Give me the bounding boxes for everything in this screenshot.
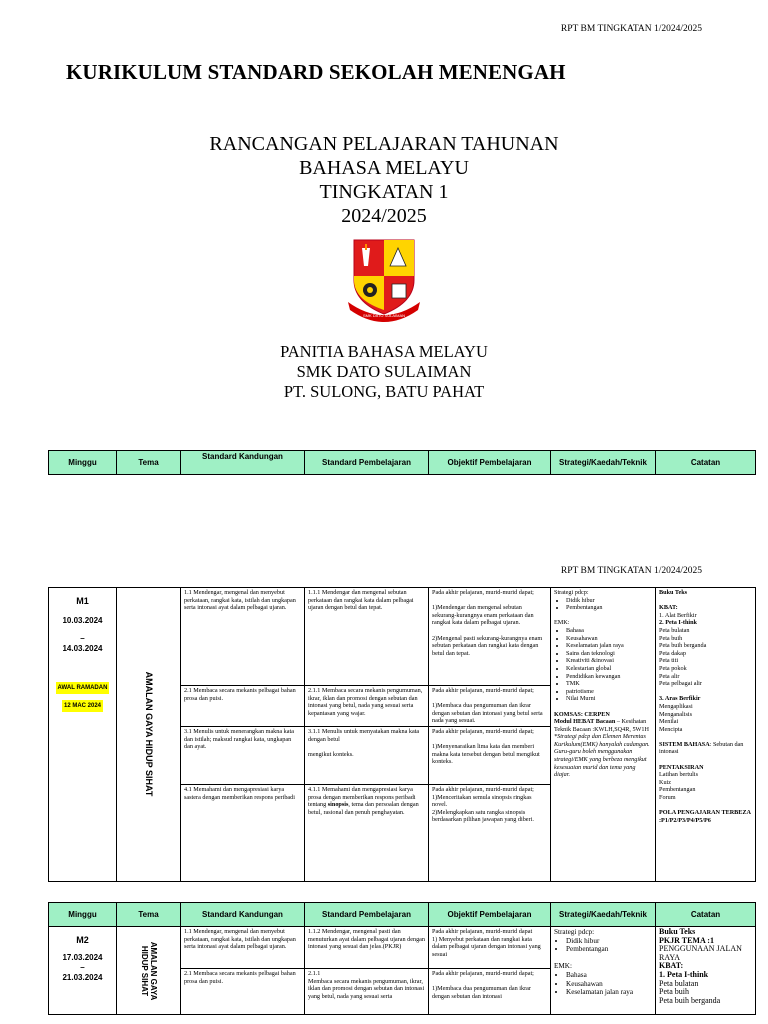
kbat-label: KBAT: (659, 604, 678, 612)
col-header-minggu: Minggu (49, 451, 117, 475)
pola-label: POLA PENGAJARAN TERBEZA (659, 809, 752, 817)
cover-year: 2024/2025 (341, 205, 427, 227)
obj-cell (429, 927, 551, 969)
strat-item: • Pembentangan (566, 604, 652, 612)
week-cell-m1 (49, 588, 117, 882)
sp-cell: 1.1.1 Mendengar dan mengenal sebutan perkataan dan rangkai kata dalam pelbagai ujaran dengan betul dan tepat. (305, 588, 429, 686)
peta-item: Peta buih (659, 987, 689, 997)
sp-text: 2.1.1 (308, 970, 321, 977)
ramadan-badge: AWAL RAMADAN (56, 682, 110, 694)
col-header-tema: Tema (117, 903, 181, 927)
teknik-bacaan: Teknik Bacaan :KWLH,SQ4R, 5W1H (554, 725, 649, 733)
buku-teks: Buku Teks (659, 927, 696, 936)
obj-item: 1)Menyenaraikan lima kata dan memberi makna kata tersebut dengan betul mengikut konteks. (432, 743, 540, 766)
peta-item: Peta buih berganda (659, 995, 721, 1005)
col-header-objektif: Objektif Pembelajaran (429, 903, 551, 927)
aras-item: Mengaplikasi (659, 702, 693, 710)
tema-line: AMALAN GAYA (148, 941, 158, 1000)
col-header-minggu: Minggu (49, 903, 117, 927)
obj-cell (429, 588, 551, 686)
sistem-bahasa-text: : Sebutan dan intonasi (659, 740, 744, 756)
obj-intro: Pada akhir pelajaran, murid-murid dapat; (432, 727, 534, 735)
crest-ribbon-text: SMK DATO SULAIMAN (362, 313, 406, 318)
col-header-standard-kandungan: Standard Kandungan (181, 451, 305, 475)
emk-item: • Nilai Murni (566, 695, 652, 703)
strat-title: Strategi pdcp: (554, 928, 595, 936)
obj-cell (429, 686, 551, 727)
obj-intro: Pada akhir pelajaran, murid-murid dapat; (432, 970, 534, 977)
pkjr-text: PENGGUNAAN JALAN RAYA (659, 944, 742, 962)
pentaksiran-item: Kuiz (659, 778, 672, 786)
col-header-strategi: Strategi/Kaedah/Teknik (551, 903, 656, 927)
emk-item: • Bahasa (566, 971, 652, 980)
cover-title-line: RANCANGAN PELAJARAN TAHUNAN (209, 133, 559, 155)
sp-cell (305, 726, 429, 784)
obj-intro: Pada akhir pelajaran, murid-murid dapat; (432, 687, 534, 694)
week-date-to: 21.03.2024 (62, 973, 103, 982)
obj-item: 1)Mendengar dan mengenal sebutan sekurang-kurangnya enam perkataan dan rangkai kata dalam pelbagai ujaran. (432, 604, 534, 627)
peta-item: Peta buih berganda (659, 642, 707, 650)
plan-table-m1 (48, 587, 756, 882)
peta-item: Peta buih (659, 634, 683, 642)
col-header-objektif: Objektif Pembelajaran (429, 451, 551, 475)
obj-cell (429, 969, 551, 1015)
obj-item: 1)Membaca dua pengumuman dan ikrar dengan sebutan dan intonasi yang betul serta nada yang sesuai. (432, 702, 543, 725)
aras-item: Mencipta (659, 725, 683, 733)
cover-subject: BAHASA MELAYU (299, 157, 469, 179)
aras-item: Menganalisis (659, 710, 692, 718)
peta-item: Peta dakap (659, 649, 686, 657)
obj-cell (429, 726, 551, 784)
tema-line: HIDUP SIHAT (139, 945, 149, 996)
school-name: SMK DATO SULAIMAN (296, 362, 472, 381)
kbat-item: 1. Peta I-think (659, 969, 709, 979)
school-address: PT. SULONG, BATU PAHAT (283, 382, 485, 401)
pola-value: :P1/P2/P3/P4/P5/P6 (659, 816, 711, 824)
strat-item: • Pembentangan (566, 945, 652, 954)
obj-item: 1)Membaca dua pengumuman dan ikrar dengan sebutan dan intonasi (432, 985, 531, 1000)
strat-item: • Didik hibur (566, 597, 652, 605)
sk-cell: 1.1 Mendengar, mengenal dan menyebut perkataan, rangkai kata, istilah dan ungkapan serta intonasi ayat dalam pelbagai ujaran. (181, 927, 305, 969)
col-header-tema: Tema (117, 451, 181, 475)
obj-item: 2)Mengenal pasti sekurang-kurangnya enam sebutan perkataan dan rangkai kata dengan betul dan tepat. (432, 634, 543, 657)
sk-cell: 2.1 Membaca secara mekanis pelbagai bahan prosa dan puisi. (181, 686, 305, 727)
emk-title: EMK: (554, 962, 572, 971)
modul-label: Modul HEBAT Bacaan (554, 718, 616, 726)
sk-cell: 3.1 Menulis untuk menerangkan makna kata dan istilah; maksud rangkai kata, ungkapan dan ayat. (181, 726, 305, 784)
emk-item: • Keusahawan (566, 980, 652, 989)
sk-cell: 1.1 Mendengar, mengenal dan menyebut perkataan, rangkai kata, istilah dan ungkapan serta intonasi ayat dalam pelbagai ujaran. (181, 588, 305, 686)
col-header-strategi: Strategi/Kaedah/Teknik (551, 451, 656, 475)
peta-item: Peta pelbagai alir (659, 680, 702, 688)
pentaksiran-label: PENTAKSIRAN (659, 763, 704, 771)
week-date-to: 14.03.2024 (62, 644, 103, 653)
sk-cell: 4.1 Memahami dan mengapresiasi karya sastera dengan memberikan respons peribadi (181, 784, 305, 881)
emk-item: • Keusahawan (566, 635, 652, 643)
document-code: RPT BM TINGKATAN 1/2024/2025 (560, 24, 702, 34)
sp-text: 4.1.1 Memahami dan mengapresiasi karya prosa dengan memberikan respons peribadi tentang (308, 785, 416, 809)
obj-item: 2)Melengkapkan satu rangka sinopsis berdasarkan pilihan jawapan yang diberi. (432, 808, 534, 824)
sk-cell: 2.1 Membaca secara mekanis pelbagai bahan prosa dan puisi. (181, 969, 305, 1015)
emk-item: • Keselamatan jalan raya (566, 642, 652, 650)
emk-item: • TMK (566, 680, 652, 688)
sp-keyword: sinopsis (327, 801, 349, 809)
obj-cell (429, 784, 551, 881)
strategi-cell-m1 (551, 588, 656, 882)
obj-intro: Pada akhir pelajaran, murid-murid dapat; (432, 785, 534, 793)
school-info-block (0, 342, 768, 402)
pentaksiran-item: Pembentangan (659, 786, 696, 794)
sistem-bahasa-label: SISTEM BAHASA (659, 740, 710, 748)
cover-title-block (0, 132, 768, 228)
col-header-standard-pembelajaran: Standard Pembelajaran (305, 451, 429, 475)
document-code-page2: RPT BM TINGKATAN 1/2024/2025 (560, 566, 702, 576)
col-header-standard-pembelajaran: Standard Pembelajaran (305, 903, 429, 927)
tema-cell-m1 (117, 588, 181, 882)
col-header-catatan: Catatan (656, 451, 756, 475)
aras-label: 3. Aras Berfikir (659, 695, 701, 703)
tema-text: AMALAN GAYA HIDUP SIHAT (143, 672, 154, 797)
ramadan-date-badge: 12 MAC 2024 (62, 700, 103, 712)
week-cell-m2 (49, 927, 117, 1015)
catatan-cell-m2 (656, 927, 756, 1015)
sp-cell (305, 969, 429, 1015)
peta-item: Peta bulatan (659, 626, 690, 634)
sp-cell: 1.1.2 Mendengar, mengenal pasti dan menuturkan ayat dalam pelbagai ujaran dengan intonasi yang sesuai dan jelas.(PKJR) (305, 927, 429, 969)
sp-text: Membaca secara mekanis pengumuman, ikrar, iklan dan promosi dengan sebutan dan intonasi yang betul, nada yang sesuai serta (308, 977, 425, 1000)
emk-item: • Pendidikan kewangan (566, 673, 652, 681)
school-crest-icon (346, 236, 422, 322)
plan-table-m2 (48, 902, 756, 1015)
aras-item: Menilai (659, 718, 679, 726)
obj-intro: Pada akhir pelajaran, murid-murid dapat; (432, 589, 534, 596)
catatan-cell-m1 (656, 588, 756, 882)
week-date-dash: – (80, 634, 85, 643)
kbat-label: KBAT: (659, 961, 684, 971)
week-label: M1 (76, 596, 89, 606)
emk-item: • Bahasa (566, 627, 652, 635)
col-header-catatan: Catatan (656, 903, 756, 927)
strategi-cell-m2 (551, 927, 656, 1015)
cover-form: TINGKATAN 1 (319, 181, 449, 203)
emk-item: • Kreativiti &inovasi (566, 657, 652, 665)
strategy-note: *Strategi pdcp dan Elemen Merentas Kurikulum(EMK) hanyalah cadangan. Guru-guru boleh menggunakan strategi/EMK yang berbeza mengikut kesesuaian murid dan tema yang diajar. (554, 733, 650, 779)
emk-item: • Kelestarian global (566, 665, 652, 673)
curriculum-title: KURIKULUM STANDARD SEKOLAH MENENGAH (66, 60, 566, 84)
col-header-standard-kandungan: Standard Kandungan (181, 903, 305, 927)
week-date-dash: – (80, 963, 85, 972)
emk-item: • patriotisme (566, 688, 652, 696)
peta-item: Peta bulatan (659, 978, 699, 988)
obj-item: 1)Menceritakan semula sinopsis ringkas novel. (432, 793, 532, 809)
strat-title: Strategi pdcp: (554, 589, 589, 596)
week-date-from: 10.03.2024 (62, 616, 103, 625)
sp-cell: 2.1.1 Membaca secara mekanis pengumuman, ikrar, iklan dan promosi dengan sebutan dan intonasi yang betul, nada yang sesuai serta kepantasan yang wajar. (305, 686, 429, 727)
komsas-label: KOMSAS: CERPEN (554, 710, 610, 718)
week-label: M2 (76, 935, 89, 945)
panel-name: PANITIA BAHASA MELAYU (280, 342, 488, 361)
modul-tail: – Kesihatan (615, 718, 647, 726)
sp-cell (305, 784, 429, 881)
tema-text (140, 941, 158, 1000)
peta-item: Peta alir (659, 672, 680, 680)
obj-item: 1) Menyebut perkataan dan rangkai kata dalam pelbagai ujaran dengan intonasi yang sesuai (432, 935, 541, 958)
sp-text: , tema dan persoalan dengan betul, rasional dan penuh penghayatan. (308, 801, 419, 816)
emk-title: EMK: (554, 619, 570, 627)
sp-text: 3.1.1 Menulis untuk menyatakan makna kata dengan betul (308, 727, 420, 743)
kbat-item: 1. Alat Berfikir (659, 611, 697, 619)
strat-item: • Didik hibur (566, 937, 652, 946)
pentaksiran-item: Forum (659, 794, 676, 802)
plan-header-table (48, 450, 756, 475)
tema-cell-m2 (117, 927, 181, 1015)
emk-item: • Sains dan teknologi (566, 650, 652, 658)
sp-text: mengikut konteks. (308, 750, 354, 758)
emk-item: • Keselamatan jalan raya (566, 988, 652, 997)
buku-teks: Buku Teks (659, 589, 688, 596)
pentaksiran-item: Latihan bertulis (659, 771, 699, 779)
obj-intro: Pada akhir pelajaran, murid-murid dapat (432, 928, 533, 935)
peta-item: Peta titi (659, 657, 679, 665)
kbat-item: 2. Peta I-think (659, 619, 697, 627)
peta-item: Peta pokok (659, 664, 687, 672)
pkjr-label: PKJR TEMA :1 (659, 935, 714, 945)
week-date-from: 17.03.2024 (62, 953, 103, 962)
